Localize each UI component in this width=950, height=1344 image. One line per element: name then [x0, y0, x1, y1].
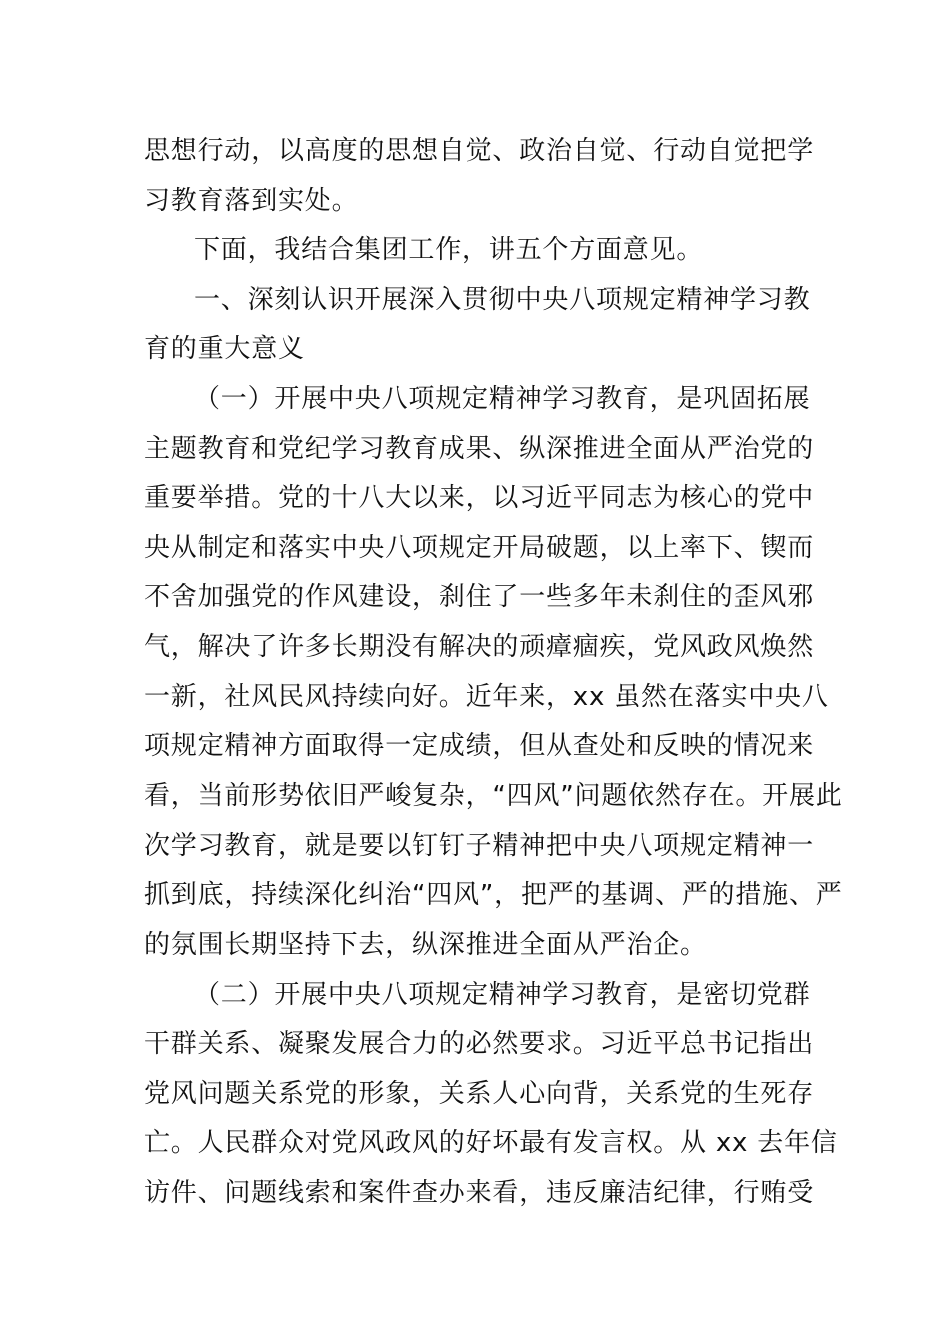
text-line: 一新，社风民风持续向好。近年来，xx 虽然在落实中央八 — [144, 682, 829, 712]
text-line: 项规定精神方面取得一定成绩，但从查处和反映的情况来 — [144, 731, 815, 761]
text-line: （一）开展中央八项规定精神学习教育，是巩固拓展 — [194, 384, 811, 414]
text-line: 抓到底，持续深化纠治“四风”，把严的基调、严的措施、严 — [144, 880, 843, 910]
text-line: （二）开展中央八项规定精神学习教育，是密切党群 — [194, 980, 811, 1010]
text-line: 习教育落到实处。 — [144, 186, 359, 216]
text-line: 看，当前形势依旧严峻复杂，“四风”问题依然存在。开展此 — [144, 781, 843, 811]
text-line: 干群关系、凝聚发展合力的必然要求。习近平总书记指出 — [144, 1029, 815, 1059]
text-line: 重要举措。党的十八大以来，以习近平同志为核心的党中 — [144, 483, 815, 513]
text-line: 下面，我结合集团工作，讲五个方面意见。 — [194, 235, 704, 265]
text-line: 党风问题关系党的形象，关系人心向背，关系党的生死存 — [144, 1079, 815, 1109]
text-line: 亡。人民群众对党风政风的好坏最有发言权。从 xx 去年信 — [144, 1128, 838, 1158]
text-line: 不舍加强党的作风建设，刹住了一些多年未刹住的歪风邪 — [144, 582, 815, 612]
text-line: 次学习教育，就是要以钉钉子精神把中央八项规定精神一 — [144, 831, 815, 861]
text-line: 思想行动，以高度的思想自觉、政治自觉、行动自觉把学 — [144, 136, 815, 166]
text-line: 访件、问题线索和案件查办来看，违反廉洁纪律，行贿受 — [144, 1178, 815, 1208]
text-line: 主题教育和党纪学习教育成果、纵深推进全面从严治党的 — [144, 434, 815, 464]
text-line: 央从制定和落实中央八项规定开局破题，以上率下、锲而 — [144, 533, 815, 563]
text-line: 的氛围长期坚持下去，纵深推进全面从严治企。 — [144, 930, 707, 960]
text-line: 气，解决了许多长期没有解决的顽瘴痼疾，党风政风焕然 — [144, 632, 815, 662]
section-heading-line: 育的重大意义 — [144, 334, 305, 364]
section-heading-line: 一、深刻认识开展深入贯彻中央八项规定精神学习教 — [194, 285, 811, 315]
